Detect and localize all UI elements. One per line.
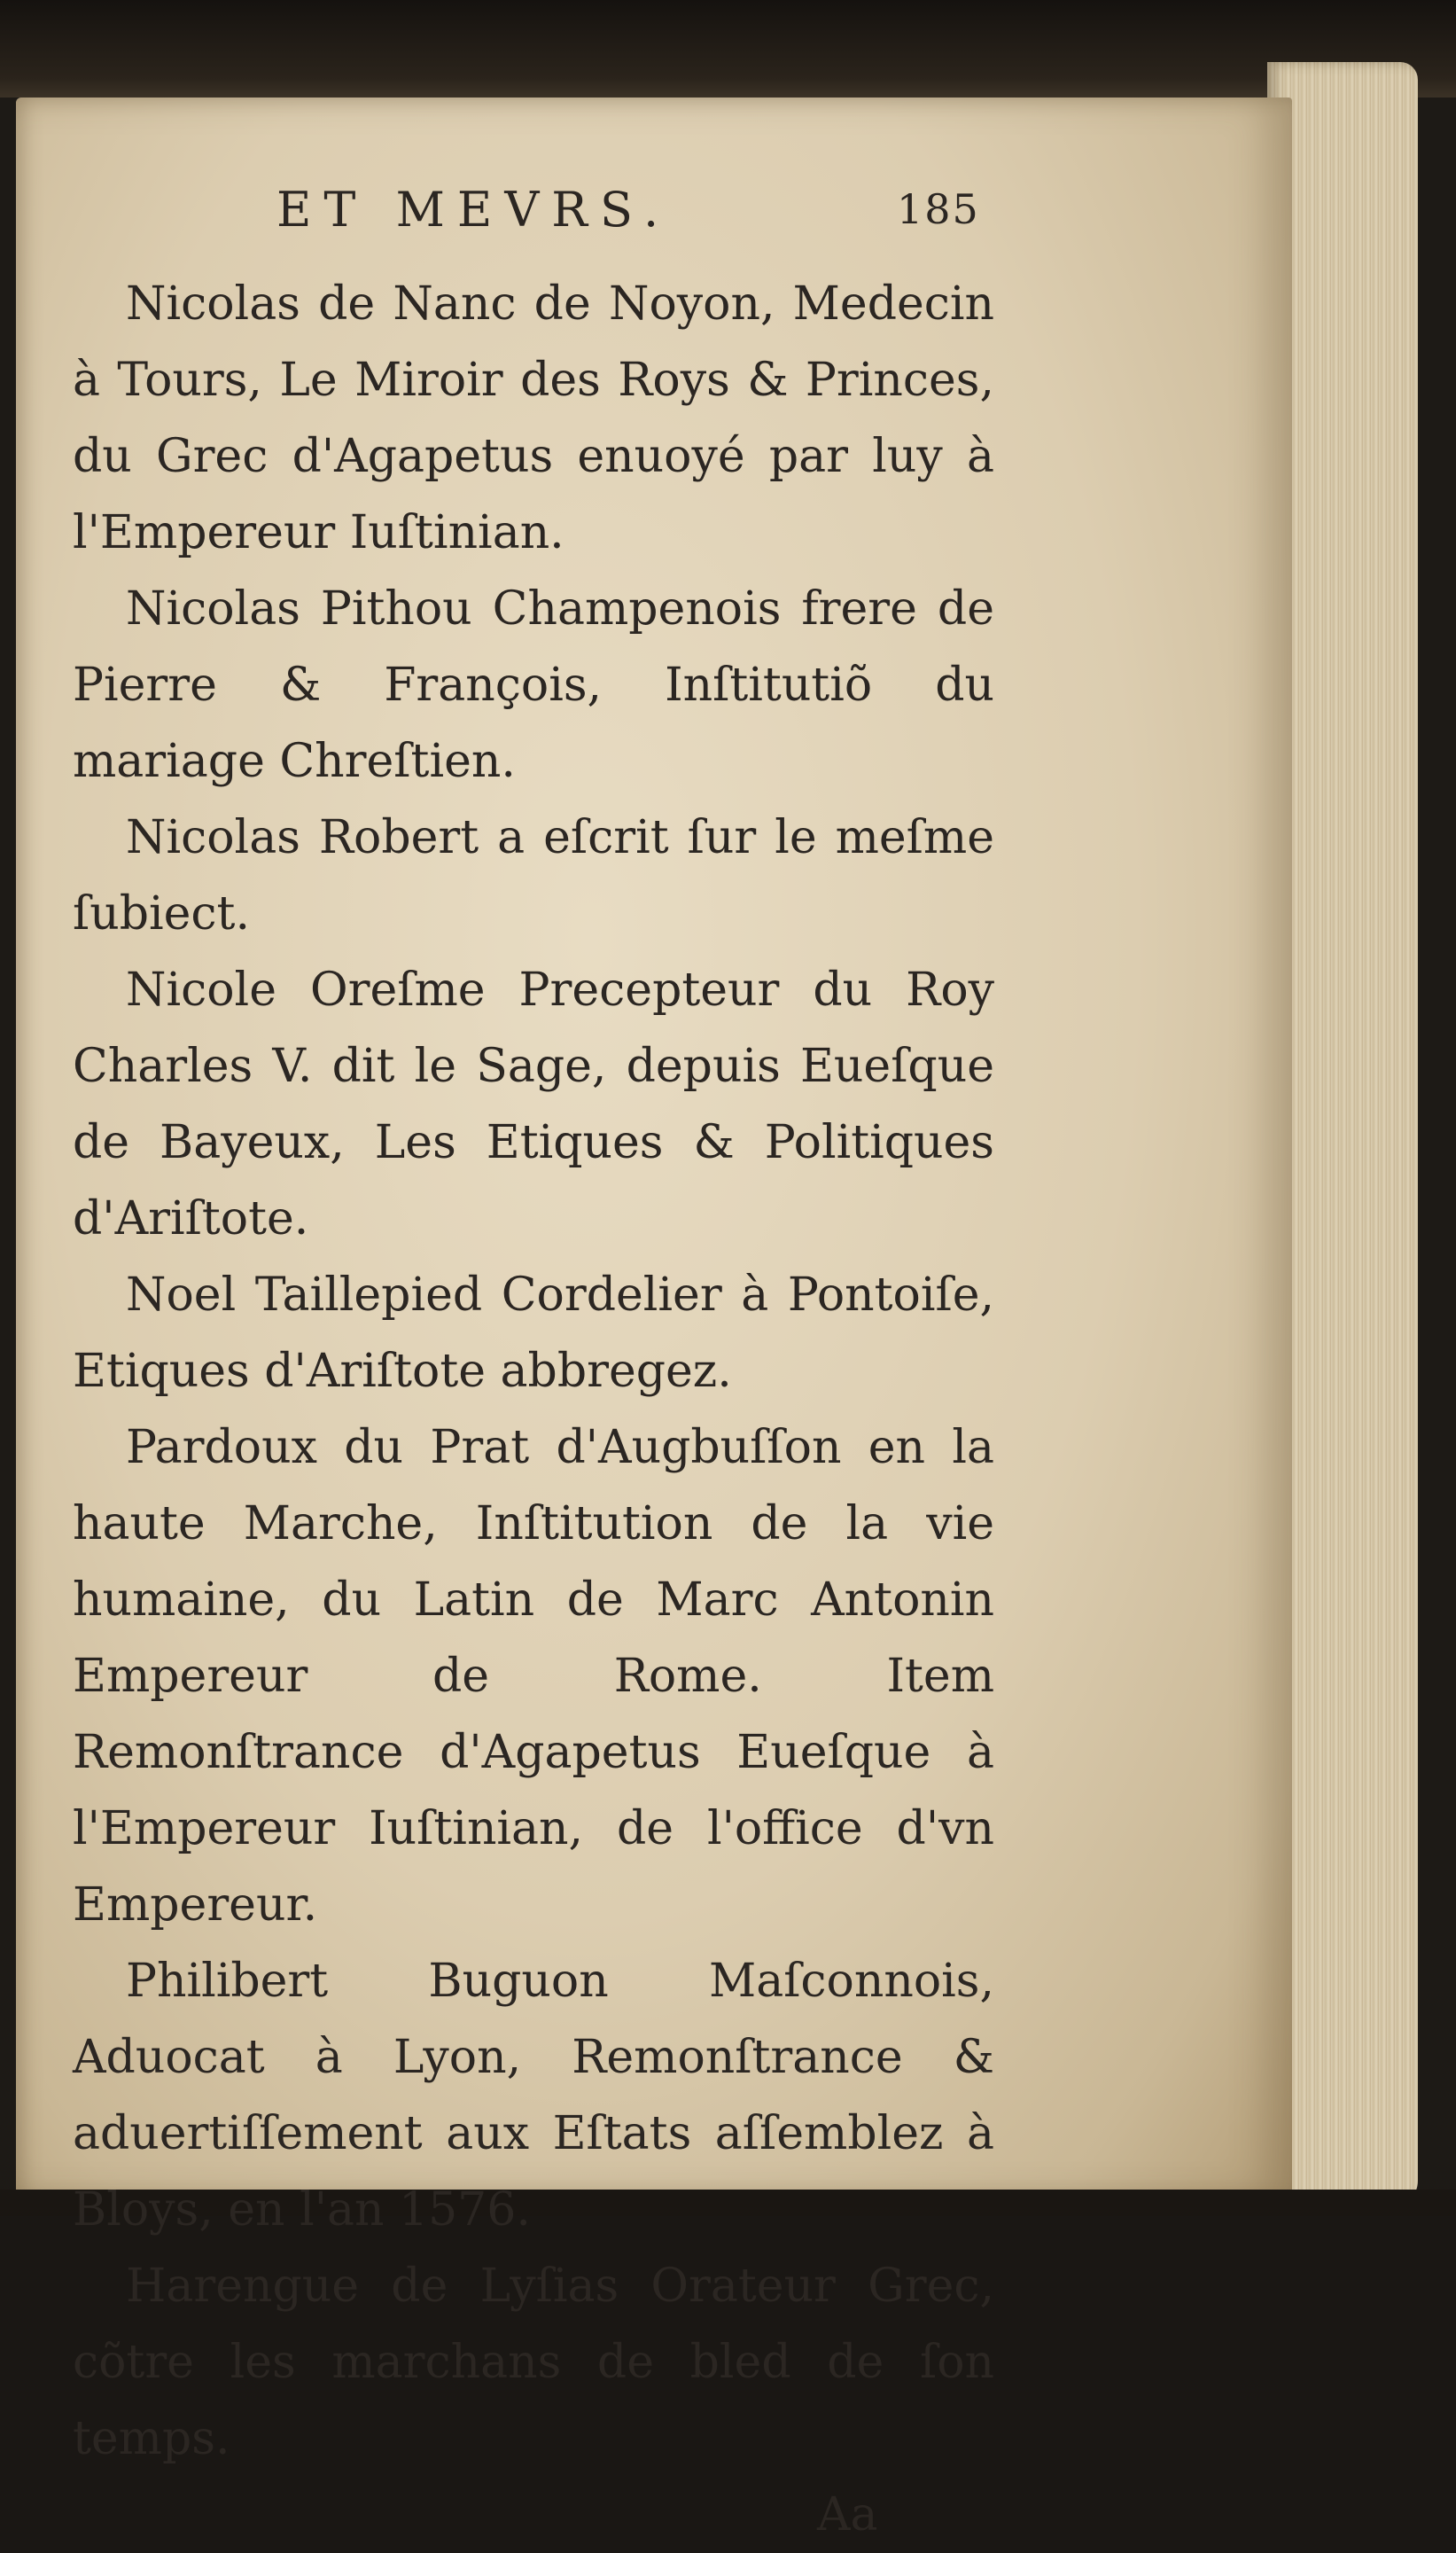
catchword <box>73 2477 994 2553</box>
entry-harengue-lysias: Harengue de Lyſias Orateur Grec, cõtre les marchans de bled de ſon temps. <box>73 2260 994 2465</box>
background-top <box>0 0 1456 98</box>
entry-nicole-oresme: Nicole Oreſme Precepteur du Roy Charles V. dit le Sage, depuis Eueſque de Bayeux, Les Etiques & Politiques d'Ariſtote. <box>73 964 994 1245</box>
entry-nicolas-robert: Nicolas Robert a eſcrit ſur le meſme ſubiect. <box>73 811 994 941</box>
entry-pardoux-du-prat: Pardoux du Prat d'Augbuſſon en la haute Marche, Inſtitution de la vie humaine, du Latin de Marc Antonin Empereur de Rome. Item Remonſtrance d'Agapetus Eueſque à l'Empereur Iuſtinian, de l'office d'vn Empereur. <box>73 1421 994 1932</box>
page-text <box>73 182 994 2553</box>
entry-noel-taillepied: Noel Taillepied Cordelier à Pontoiſe, Etiques d'Ariſtote abbregez. <box>73 1269 994 1398</box>
entry-nicolas-pithou: Nicolas Pithou Champenois frere de Pierre & François, Inſtitutiõ du mariage Chreſtien. <box>73 582 994 788</box>
entry-philibert-buguon: Philibert Buguon Maſconnois, Aduocat à Lyon, Remonſtrance & aduertiſſement aux Eſtats aſſemblez à Bloys, en l'an 1576. <box>73 1955 994 2237</box>
page-number: 185 <box>897 185 980 233</box>
entry-nicolas-de-nanc: Nicolas de Nanc de Noyon, Medecin à Tours, Le Miroir des Roys & Princes, du Grec d'Agapetus enuoyé par luy à l'Empereur Iuſtinian. <box>73 277 994 559</box>
running-title: ET MEVRS. <box>276 182 672 238</box>
running-head <box>73 182 994 266</box>
catchword-text: Aa <box>817 2488 878 2541</box>
